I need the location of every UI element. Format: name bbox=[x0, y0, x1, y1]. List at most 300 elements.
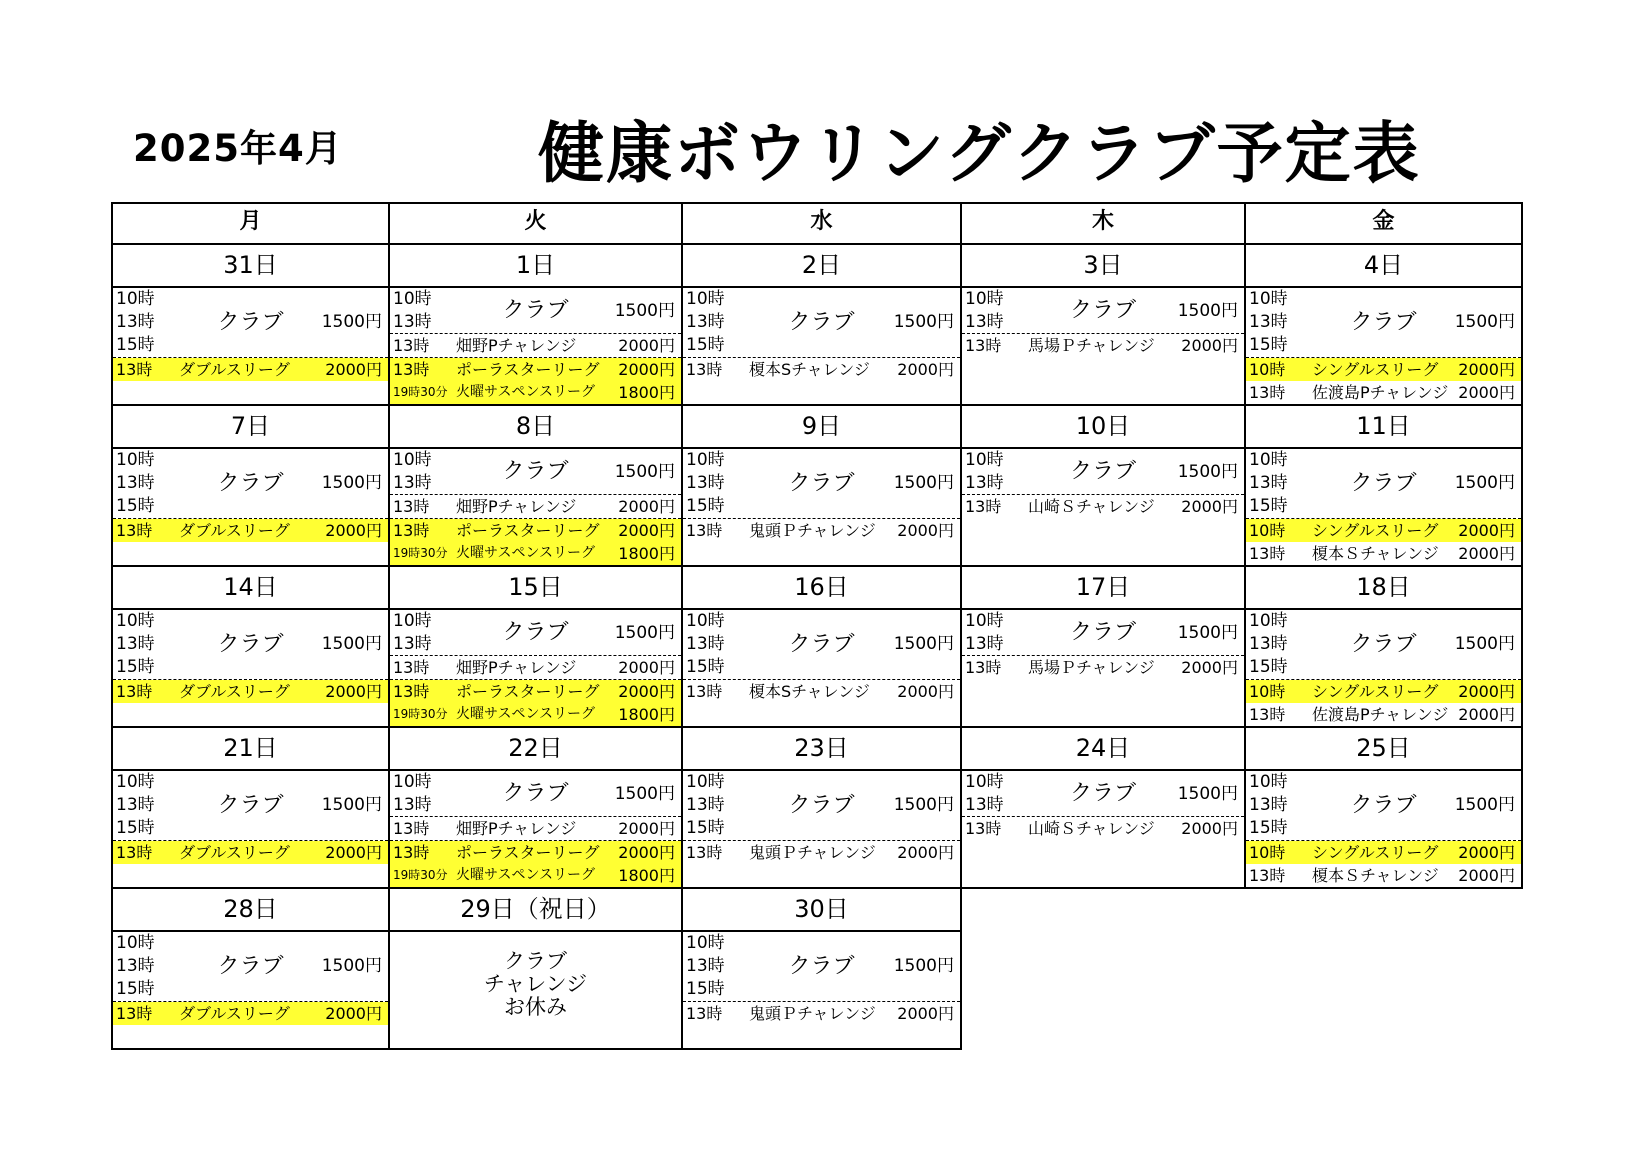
club-price: 1500円 bbox=[1177, 623, 1238, 643]
day-cell bbox=[682, 931, 961, 1049]
date-row bbox=[112, 727, 1522, 770]
event-price: 2000円 bbox=[618, 682, 675, 701]
session-time: 13時 bbox=[965, 634, 1004, 654]
date-row bbox=[112, 405, 1522, 448]
event-price: 2000円 bbox=[1458, 383, 1515, 402]
event-time: 13時 bbox=[1249, 866, 1286, 885]
event-row bbox=[113, 519, 388, 542]
session-time: 13時 bbox=[965, 312, 1004, 332]
club-price: 1500円 bbox=[1454, 312, 1515, 332]
session-time: 10時 bbox=[116, 450, 155, 470]
club-price: 1500円 bbox=[893, 634, 954, 654]
event-row bbox=[962, 495, 1244, 518]
event-time: 13時 bbox=[686, 843, 723, 862]
club-price: 1500円 bbox=[321, 795, 382, 815]
session-time: 13時 bbox=[116, 312, 155, 332]
day-cell bbox=[961, 448, 1245, 566]
event-price: 2000円 bbox=[618, 360, 675, 379]
date-cell: 15日 bbox=[389, 566, 682, 609]
event-row bbox=[390, 542, 681, 565]
day-cell bbox=[682, 448, 961, 566]
event-time: 19時30分 bbox=[393, 546, 448, 560]
event-name: 鬼頭Ｐチャレンジ bbox=[749, 1004, 876, 1023]
club-session bbox=[390, 288, 681, 334]
event-row bbox=[113, 841, 388, 864]
day-cell bbox=[1245, 609, 1522, 727]
event-price: 2000円 bbox=[1458, 360, 1515, 379]
day-cell bbox=[389, 287, 682, 405]
day-cell bbox=[682, 609, 961, 727]
event-price: 1800円 bbox=[618, 866, 675, 885]
day-cell bbox=[389, 448, 682, 566]
event-price: 2000円 bbox=[325, 1004, 382, 1023]
weekday-header: 火 bbox=[389, 203, 682, 244]
event-time: 13時 bbox=[393, 658, 430, 677]
empty-cell bbox=[1245, 931, 1522, 1049]
event-price: 2000円 bbox=[1458, 521, 1515, 540]
session-time: 10時 bbox=[116, 611, 155, 631]
event-name: 榎本Ｓチャレンジ bbox=[1312, 866, 1439, 885]
session-time: 15時 bbox=[1249, 818, 1288, 838]
event-price: 2000円 bbox=[1181, 336, 1238, 355]
event-price: 1800円 bbox=[618, 544, 675, 563]
session-time: 13時 bbox=[686, 312, 725, 332]
event-name: 佐渡島Pチャレンジ bbox=[1312, 383, 1449, 402]
club-price: 1500円 bbox=[1454, 795, 1515, 815]
club-price: 1500円 bbox=[321, 312, 382, 332]
day-cell bbox=[961, 287, 1245, 405]
event-name: 山崎Ｓチャレンジ bbox=[1028, 497, 1155, 516]
holiday-notice bbox=[390, 932, 681, 1019]
event-price: 2000円 bbox=[325, 843, 382, 862]
club-price: 1500円 bbox=[893, 473, 954, 493]
club-price: 1500円 bbox=[1177, 784, 1238, 804]
session-time: 13時 bbox=[116, 795, 155, 815]
session-time: 13時 bbox=[393, 795, 432, 815]
club-name: クラブ bbox=[217, 954, 284, 979]
club-session bbox=[683, 610, 960, 680]
day-cell bbox=[389, 770, 682, 888]
club-price: 1500円 bbox=[1454, 634, 1515, 654]
club-price: 1500円 bbox=[321, 473, 382, 493]
club-session bbox=[683, 288, 960, 358]
event-name: シングルスリーグ bbox=[1312, 521, 1439, 540]
event-name: ポーラスターリーグ bbox=[456, 360, 600, 379]
club-session bbox=[1246, 771, 1521, 841]
event-name: 榎本Sチャレンジ bbox=[749, 682, 870, 701]
event-row bbox=[113, 1002, 388, 1025]
event-name: 火曜サスペンスリーグ bbox=[456, 545, 596, 561]
event-row bbox=[1246, 864, 1521, 887]
event-time: 13時 bbox=[965, 819, 1002, 838]
date-row bbox=[112, 566, 1522, 609]
club-name: クラブ bbox=[788, 632, 855, 657]
date-cell: 21日 bbox=[112, 727, 389, 770]
club-name: クラブ bbox=[502, 781, 569, 806]
schedule-row bbox=[112, 931, 1522, 1049]
session-time: 13時 bbox=[116, 956, 155, 976]
date-cell: 14日 bbox=[112, 566, 389, 609]
event-time: 13時 bbox=[116, 360, 153, 379]
event-time: 10時 bbox=[1249, 843, 1286, 862]
club-price: 1500円 bbox=[614, 784, 675, 804]
date-cell: 30日 bbox=[682, 888, 961, 931]
event-time: 13時 bbox=[393, 843, 430, 862]
club-session bbox=[962, 771, 1244, 817]
date-cell: 23日 bbox=[682, 727, 961, 770]
event-row bbox=[390, 334, 681, 358]
date-cell: 16日 bbox=[682, 566, 961, 609]
session-time: 15時 bbox=[1249, 496, 1288, 516]
date-cell: 10日 bbox=[961, 405, 1245, 448]
session-time: 15時 bbox=[116, 657, 155, 677]
club-price: 1500円 bbox=[614, 623, 675, 643]
club-name: クラブ bbox=[217, 310, 284, 335]
club-name: クラブ bbox=[1350, 310, 1417, 335]
club-session bbox=[1246, 449, 1521, 519]
club-price: 1500円 bbox=[1177, 462, 1238, 482]
day-cell bbox=[389, 931, 682, 1049]
schedule-row bbox=[112, 770, 1522, 888]
event-time: 10時 bbox=[1249, 682, 1286, 701]
session-time: 15時 bbox=[1249, 657, 1288, 677]
event-name: 馬場Ｐチャレンジ bbox=[1028, 336, 1155, 355]
date-row bbox=[112, 244, 1522, 287]
date-cell: 17日 bbox=[961, 566, 1245, 609]
club-session bbox=[962, 288, 1244, 334]
event-time: 13時 bbox=[1249, 544, 1286, 563]
session-time: 13時 bbox=[686, 956, 725, 976]
event-price: 1800円 bbox=[618, 705, 675, 724]
event-row bbox=[683, 519, 960, 542]
holiday-line: クラブ bbox=[504, 949, 567, 973]
session-time: 10時 bbox=[393, 772, 432, 792]
session-time: 10時 bbox=[965, 772, 1004, 792]
event-name: ポーラスターリーグ bbox=[456, 843, 600, 862]
event-time: 10時 bbox=[1249, 360, 1286, 379]
event-time: 19時30分 bbox=[393, 868, 448, 882]
date-cell: 8日 bbox=[389, 405, 682, 448]
event-price: 2000円 bbox=[618, 843, 675, 862]
session-time: 13時 bbox=[1249, 473, 1288, 493]
session-time: 13時 bbox=[116, 473, 155, 493]
event-time: 19時30分 bbox=[393, 385, 448, 399]
day-cell bbox=[961, 609, 1245, 727]
event-price: 2000円 bbox=[897, 843, 954, 862]
event-price: 2000円 bbox=[618, 521, 675, 540]
event-row bbox=[683, 358, 960, 381]
event-row bbox=[390, 841, 681, 864]
club-session bbox=[1246, 288, 1521, 358]
club-price: 1500円 bbox=[321, 956, 382, 976]
event-time: 13時 bbox=[393, 819, 430, 838]
club-name: クラブ bbox=[1069, 620, 1136, 645]
session-time: 10時 bbox=[116, 933, 155, 953]
session-time: 10時 bbox=[686, 611, 725, 631]
session-time: 13時 bbox=[686, 473, 725, 493]
club-price: 1500円 bbox=[893, 956, 954, 976]
event-price: 2000円 bbox=[1181, 658, 1238, 677]
session-time: 13時 bbox=[393, 634, 432, 654]
club-price: 1500円 bbox=[1454, 473, 1515, 493]
event-price: 2000円 bbox=[897, 521, 954, 540]
session-time: 10時 bbox=[116, 289, 155, 309]
event-price: 2000円 bbox=[1458, 843, 1515, 862]
event-price: 2000円 bbox=[1458, 866, 1515, 885]
club-name: クラブ bbox=[217, 471, 284, 496]
event-price: 2000円 bbox=[1458, 682, 1515, 701]
event-name: ダブルスリーグ bbox=[179, 843, 290, 862]
club-session bbox=[113, 771, 388, 841]
day-cell bbox=[112, 609, 389, 727]
event-time: 13時 bbox=[393, 497, 430, 516]
club-name: クラブ bbox=[1069, 298, 1136, 323]
event-price: 2000円 bbox=[618, 497, 675, 516]
schedule-row bbox=[112, 448, 1522, 566]
event-price: 2000円 bbox=[1181, 497, 1238, 516]
event-time: 13時 bbox=[1249, 705, 1286, 724]
event-price: 2000円 bbox=[618, 658, 675, 677]
event-name: ダブルスリーグ bbox=[179, 1004, 290, 1023]
schedule-table bbox=[111, 202, 1523, 1050]
event-name: ダブルスリーグ bbox=[179, 682, 290, 701]
club-name: クラブ bbox=[502, 620, 569, 645]
event-price: 2000円 bbox=[897, 360, 954, 379]
event-name: シングルスリーグ bbox=[1312, 843, 1439, 862]
holiday-line: お休み bbox=[504, 995, 567, 1019]
event-time: 13時 bbox=[393, 360, 430, 379]
club-name: クラブ bbox=[217, 793, 284, 818]
session-time: 13時 bbox=[965, 473, 1004, 493]
club-name: クラブ bbox=[1350, 471, 1417, 496]
day-cell bbox=[112, 770, 389, 888]
date-cell: 1日 bbox=[389, 244, 682, 287]
session-time: 10時 bbox=[686, 450, 725, 470]
session-time: 15時 bbox=[686, 335, 725, 355]
event-name: 榎本Sチャレンジ bbox=[749, 360, 870, 379]
session-time: 15時 bbox=[116, 335, 155, 355]
session-time: 10時 bbox=[393, 450, 432, 470]
event-price: 2000円 bbox=[1181, 819, 1238, 838]
session-time: 15時 bbox=[686, 979, 725, 999]
event-row bbox=[390, 656, 681, 680]
event-row bbox=[390, 817, 681, 841]
session-time: 10時 bbox=[1249, 772, 1288, 792]
club-name: クラブ bbox=[788, 793, 855, 818]
date-cell: 4日 bbox=[1245, 244, 1522, 287]
session-time: 15時 bbox=[686, 818, 725, 838]
club-session bbox=[113, 610, 388, 680]
event-time: 13時 bbox=[686, 1004, 723, 1023]
date-cell: 11日 bbox=[1245, 405, 1522, 448]
session-time: 10時 bbox=[965, 611, 1004, 631]
club-session bbox=[1246, 610, 1521, 680]
session-time: 10時 bbox=[116, 772, 155, 792]
weekday-header: 金 bbox=[1245, 203, 1522, 244]
session-time: 10時 bbox=[686, 289, 725, 309]
event-name: 山崎Ｓチャレンジ bbox=[1028, 819, 1155, 838]
club-price: 1500円 bbox=[614, 462, 675, 482]
event-name: ダブルスリーグ bbox=[179, 521, 290, 540]
club-session bbox=[683, 449, 960, 519]
empty-cell bbox=[1245, 888, 1522, 931]
session-time: 10時 bbox=[1249, 289, 1288, 309]
session-time: 10時 bbox=[686, 933, 725, 953]
session-time: 13時 bbox=[393, 473, 432, 493]
event-time: 13時 bbox=[393, 336, 430, 355]
event-time: 13時 bbox=[116, 843, 153, 862]
session-time: 15時 bbox=[1249, 335, 1288, 355]
club-session bbox=[113, 932, 388, 1002]
weekday-header: 月 bbox=[112, 203, 389, 244]
session-time: 13時 bbox=[965, 795, 1004, 815]
session-time: 13時 bbox=[686, 795, 725, 815]
club-name: クラブ bbox=[1069, 781, 1136, 806]
event-time: 13時 bbox=[116, 1004, 153, 1023]
session-time: 13時 bbox=[393, 312, 432, 332]
event-name: シングルスリーグ bbox=[1312, 360, 1439, 379]
weekday-header-row bbox=[112, 203, 1522, 244]
holiday-line: チャレンジ bbox=[483, 972, 588, 996]
session-time: 13時 bbox=[686, 634, 725, 654]
empty-cell bbox=[961, 888, 1245, 931]
club-name: クラブ bbox=[502, 298, 569, 323]
event-row bbox=[113, 358, 388, 381]
event-name: 馬場Ｐチャレンジ bbox=[1028, 658, 1155, 677]
event-name: 火曜サスペンスリーグ bbox=[456, 706, 596, 722]
date-cell: 29日（祝日） bbox=[389, 888, 682, 931]
date-cell: 9日 bbox=[682, 405, 961, 448]
event-price: 2000円 bbox=[325, 521, 382, 540]
day-cell bbox=[682, 287, 961, 405]
event-row bbox=[390, 358, 681, 381]
event-name: 畑野Pチャレンジ bbox=[456, 336, 577, 355]
event-time: 13時 bbox=[116, 521, 153, 540]
event-time: 19時30分 bbox=[393, 707, 448, 721]
session-time: 10時 bbox=[393, 611, 432, 631]
weekday-header: 木 bbox=[961, 203, 1245, 244]
date-row bbox=[112, 888, 1522, 931]
session-time: 10時 bbox=[393, 289, 432, 309]
event-name: 火曜サスペンスリーグ bbox=[456, 384, 596, 400]
club-name: クラブ bbox=[788, 471, 855, 496]
event-row bbox=[390, 495, 681, 519]
date-cell: 22日 bbox=[389, 727, 682, 770]
session-time: 10時 bbox=[1249, 611, 1288, 631]
session-time: 15時 bbox=[116, 496, 155, 516]
club-session bbox=[113, 449, 388, 519]
club-session bbox=[390, 610, 681, 656]
schedule-row bbox=[112, 287, 1522, 405]
event-name: 畑野Pチャレンジ bbox=[456, 497, 577, 516]
session-time: 13時 bbox=[1249, 795, 1288, 815]
session-time: 13時 bbox=[1249, 312, 1288, 332]
empty-cell bbox=[961, 931, 1245, 1049]
day-cell bbox=[961, 770, 1245, 888]
club-price: 1500円 bbox=[893, 795, 954, 815]
session-time: 10時 bbox=[965, 289, 1004, 309]
session-time: 10時 bbox=[1249, 450, 1288, 470]
day-cell bbox=[682, 770, 961, 888]
club-name: クラブ bbox=[788, 310, 855, 335]
event-row bbox=[390, 519, 681, 542]
club-session bbox=[683, 771, 960, 841]
event-row bbox=[683, 1002, 960, 1025]
club-session bbox=[962, 610, 1244, 656]
event-name: シングルスリーグ bbox=[1312, 682, 1439, 701]
club-session bbox=[683, 932, 960, 1002]
weekday-header: 水 bbox=[682, 203, 961, 244]
event-time: 13時 bbox=[965, 336, 1002, 355]
club-session bbox=[113, 288, 388, 358]
event-name: 畑野Pチャレンジ bbox=[456, 658, 577, 677]
club-price: 1500円 bbox=[614, 301, 675, 321]
day-cell bbox=[112, 931, 389, 1049]
event-time: 13時 bbox=[393, 521, 430, 540]
club-price: 1500円 bbox=[893, 312, 954, 332]
date-cell: 18日 bbox=[1245, 566, 1522, 609]
event-name: 鬼頭Ｐチャレンジ bbox=[749, 521, 876, 540]
event-time: 13時 bbox=[393, 682, 430, 701]
date-cell: 28日 bbox=[112, 888, 389, 931]
event-time: 13時 bbox=[686, 360, 723, 379]
event-row bbox=[390, 703, 681, 726]
event-time: 13時 bbox=[965, 497, 1002, 516]
event-price: 2000円 bbox=[325, 682, 382, 701]
club-price: 1500円 bbox=[321, 634, 382, 654]
date-cell: 31日 bbox=[112, 244, 389, 287]
day-cell bbox=[389, 609, 682, 727]
day-cell bbox=[112, 448, 389, 566]
session-time: 13時 bbox=[116, 634, 155, 654]
day-cell bbox=[1245, 287, 1522, 405]
club-name: クラブ bbox=[217, 632, 284, 657]
club-session bbox=[390, 771, 681, 817]
day-cell bbox=[1245, 770, 1522, 888]
event-row bbox=[1246, 680, 1521, 703]
event-time: 13時 bbox=[686, 521, 723, 540]
session-time: 10時 bbox=[686, 772, 725, 792]
day-cell bbox=[1245, 448, 1522, 566]
session-time: 10時 bbox=[965, 450, 1004, 470]
event-row bbox=[1246, 381, 1521, 404]
date-cell: 25日 bbox=[1245, 727, 1522, 770]
event-price: 2000円 bbox=[897, 682, 954, 701]
event-time: 13時 bbox=[686, 682, 723, 701]
event-name: ダブルスリーグ bbox=[179, 360, 290, 379]
event-name: 佐渡島Pチャレンジ bbox=[1312, 705, 1449, 724]
club-name: クラブ bbox=[502, 459, 569, 484]
event-row bbox=[390, 381, 681, 404]
club-session bbox=[390, 449, 681, 495]
session-time: 15時 bbox=[686, 496, 725, 516]
event-time: 13時 bbox=[965, 658, 1002, 677]
session-time: 15時 bbox=[686, 657, 725, 677]
club-name: クラブ bbox=[1350, 632, 1417, 657]
schedule-row bbox=[112, 609, 1522, 727]
event-row bbox=[1246, 542, 1521, 565]
date-cell: 3日 bbox=[961, 244, 1245, 287]
event-name: 火曜サスペンスリーグ bbox=[456, 867, 596, 883]
event-time: 13時 bbox=[1249, 383, 1286, 402]
date-cell: 2日 bbox=[682, 244, 961, 287]
event-time: 10時 bbox=[1249, 521, 1286, 540]
event-name: ポーラスターリーグ bbox=[456, 682, 600, 701]
month-label: 2025年4月 bbox=[133, 127, 343, 170]
event-price: 1800円 bbox=[618, 383, 675, 402]
club-name: クラブ bbox=[788, 954, 855, 979]
event-row bbox=[1246, 841, 1521, 864]
